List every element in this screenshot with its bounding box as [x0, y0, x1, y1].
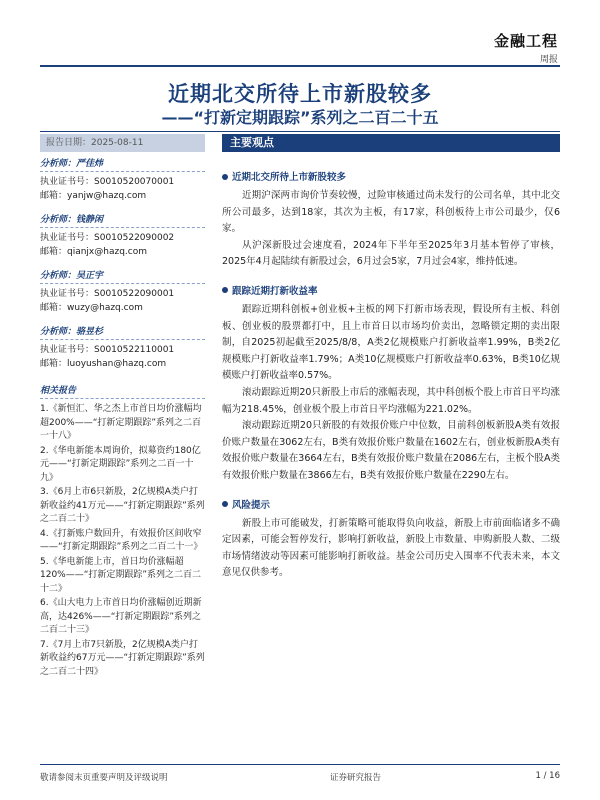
paragraph: 新股上市可能破发，打新策略可能取得负向收益，新股上市前面临诸多不确定因素，可能会暂停发行，影响打新收益，新股上市数量、申购新股人数、二级市场情绪波动等因素可能影响打新收益。基金公司历史入围率不代表未来，本文意见仅供参考。 — [222, 517, 560, 579]
analyst-card — [40, 212, 205, 259]
related-report-link[interactable]: 7.《7月上市7只新股，2亿规模A类户打新收益约67万元——“打新定期跟踪”系列之二百二十四》 — [40, 639, 205, 677]
analyst-cert: 执业证书号：S0010520070001 — [40, 177, 175, 187]
analyst-name: 分析师：严佳炜 — [40, 156, 205, 172]
related-report-link[interactable]: 3.《6月上市6只新股，2亿规模A类户打新收益约41万元——“打新定期跟踪”系列之二百二十》 — [40, 487, 205, 524]
bullet-icon — [222, 174, 228, 180]
section-heading — [222, 169, 560, 183]
analyst-email[interactable]: 邮箱：wuzy@hazq.com — [40, 303, 143, 313]
related-reports-heading: 相关报告 — [40, 383, 205, 399]
section-heading — [222, 283, 560, 297]
bullet-icon — [222, 287, 228, 293]
paragraph: 从沪深新股过会速度看，2024年下半年至2025年3月基本暂停了审核，2025年4月起陆续有新股过会，6月过会5家，7月过会4家，维持低速。 — [222, 239, 560, 268]
paragraph: 近期沪深两市询价节奏较慢，过险审核通过尚未发行的公司名单，其中北交所公司最多，达到18家，其次为主板，有17家，科创板待上市公司最少，仅6家。 — [222, 190, 560, 235]
brand-title: 金融工程 — [493, 32, 558, 50]
paragraph: 滚动跟踪近期20只新股的有效报价账户中位数，目前科创板新股A类有效报价账户数量在3062左右，B类有效报价账户数量在1602左右，创业板新股A类有效报价账户数量在3664左右，B类有效报价账户数量在2086左右，主板个股A类有效报价账户数量在3866左右，B类有效报价账户数量在2290左右。 — [222, 420, 560, 481]
report-subtitle: ——“打新定期跟踪”系列之二百二十五 — [161, 108, 439, 127]
analyst-name: 分析师：骆昱杉 — [40, 324, 205, 340]
analyst-email[interactable]: 邮箱：yanjw@hazq.com — [40, 191, 147, 201]
page-number: 1 / 16 — [535, 771, 560, 781]
main-content — [222, 165, 560, 582]
analyst-email[interactable]: 邮箱：qianjx@hazq.com — [40, 247, 147, 257]
analyst-email[interactable]: 邮箱：luoyushan@hazq.com — [40, 359, 167, 369]
header-divider — [40, 65, 560, 67]
footer-disclaimer: 敬请参阅末页重要声明及评级说明 — [40, 773, 168, 783]
section-title: 近期北交所待上市新股较多 — [232, 172, 347, 183]
analyst-name: 分析师：吴正宇 — [40, 268, 205, 284]
report-date: 报告日期：2025-08-11 — [40, 134, 205, 152]
analyst-cert: 执业证书号：S0010522090002 — [40, 233, 175, 243]
analyst-card — [40, 156, 205, 203]
section-title: 风险提示 — [232, 499, 271, 511]
analyst-cert: 执业证书号：S0010522110001 — [40, 345, 175, 355]
title-divider — [40, 131, 560, 132]
related-report-link[interactable]: 6.《山大电力上市首日均价涨幅创近期新高，达426%——“打新定期跟踪”系列之二百二十三》 — [40, 598, 202, 635]
related-report-link[interactable]: 5.《华电新能上市，首日均价涨幅超120%——“打新定期跟踪”系列之二百二十二》 — [40, 556, 202, 594]
footer-label: 证券研究报告 — [330, 773, 382, 783]
report-type: 周报 — [539, 55, 558, 65]
bullet-icon — [222, 501, 228, 507]
analyst-card — [40, 324, 205, 371]
paragraph: 跟踪近期科创板+创业板+主板的网下打新市场表现，假设所有主板、科创板、创业板的股票都打中，且上市首日以市场均价卖出，忽略锁定期的卖出限制，自2025初起截至2025/8/8，A类2亿规模账户打新收益率1.99%，B类2亿规模账户打新收益率1.79%；A类10亿规模账户打新收益率0.63%，B类10亿规模账户打新收益率0.57%。 — [222, 303, 560, 382]
analyst-cert: 执业证书号：S0010522090001 — [40, 289, 175, 299]
analyst-card — [40, 268, 205, 315]
related-report-link[interactable]: 4.《打新账户数回升，有效报价区间收窄——“打新定期跟踪”系列之二百二十一》 — [40, 528, 203, 552]
footer-divider — [40, 764, 560, 765]
report-title: 近期北交所待上市新股较多 — [168, 82, 432, 106]
analyst-name: 分析师：钱静闲 — [40, 212, 205, 228]
related-report-link[interactable]: 2.《华电新能本周询价，拟募资约180亿元——“打新定期跟踪”系列之二百一十九》 — [40, 445, 201, 483]
sidebar — [40, 156, 205, 680]
paragraph: 滚动跟踪近期20只新股上市后的涨幅表现，其中科创板个股上市首日平均涨幅为218.45%，创业板个股上市首日平均涨幅为221.02%。 — [222, 386, 560, 415]
key-points-header: 主要观点 — [222, 134, 560, 152]
related-report-link[interactable]: 1.《新恒汇、华之杰上市首日均价涨幅均超200%——“打新定期跟踪”系列之二百一十八》 — [40, 404, 202, 441]
section-title: 跟踪近期打新收益率 — [232, 285, 318, 297]
section-heading — [222, 497, 560, 511]
